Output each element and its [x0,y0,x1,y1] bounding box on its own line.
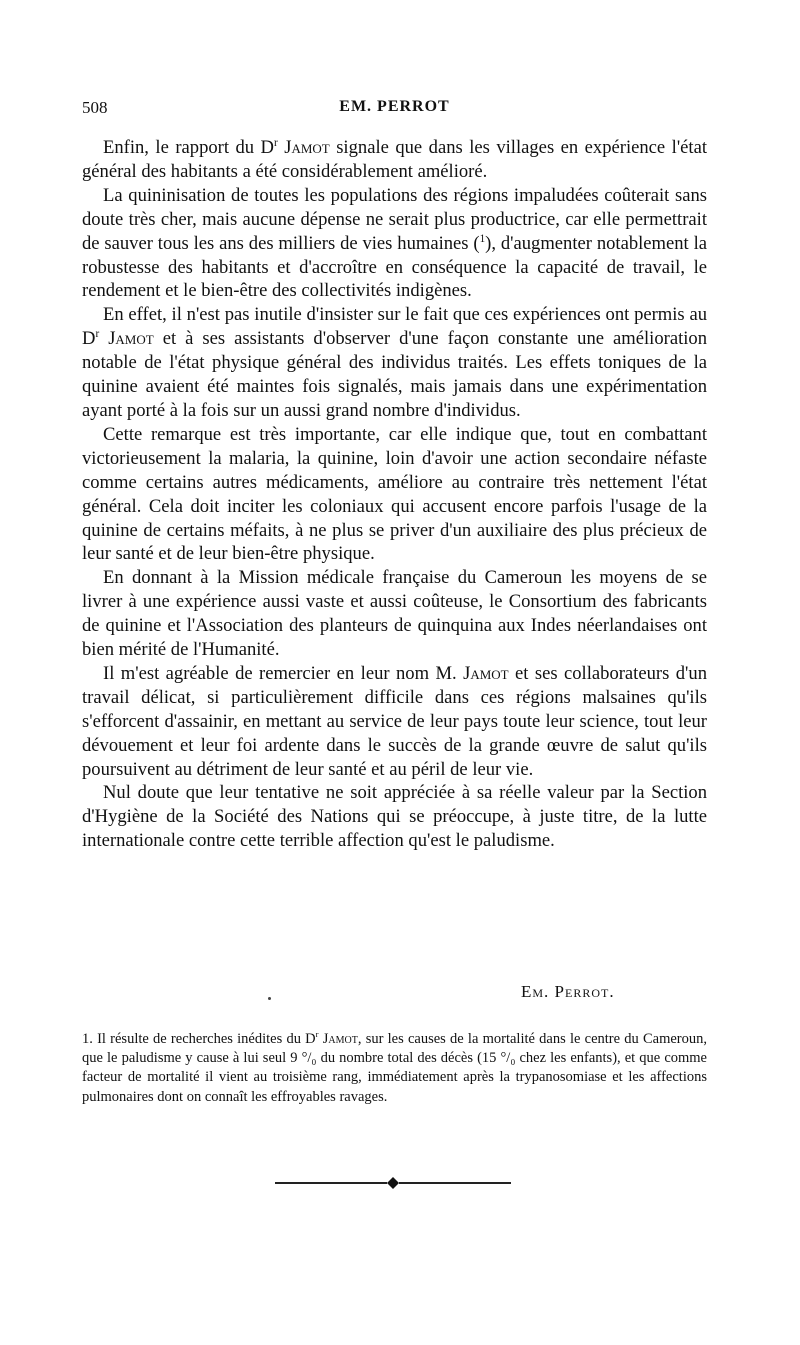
ornament-rule-left [275,1182,387,1184]
author-name: Jamot [108,328,154,350]
end-ornament [275,1176,511,1190]
paragraph-3: En effet, il n'est pas inutile d'insister sur le fait que ces expériences ont permis au $D^r$ Jamot et à ses assistants d'observer d'une façon constante une amélioration notable de l'état physique général des individus traités. Les effets toniques de la quinine avaient été maintes fois signalés, mais jamais dans une expérimentation ayant porté à la fois sur un aussi grand nombre d'individus. [82,304,707,421]
paragraph-6: Il m'est agréable de remercier en leur nom M. Jamot et ses collaborateurs d'un travail délicat, si particulièrement difficile dans ces régions malsaines qu'ils s'efforcent d'assainir, en mettant au service de leur pays toute leur science, tout leur dévouement et leur foi ardente dans le succès de la grande œuvre de salut qu'ils poursuivent au détriment de leur santé et au péril de leur vie. [82,662,707,780]
body-text [82,136,707,853]
page-header [82,98,707,122]
signature: Em. Perrot. [521,982,615,1001]
paragraph-4: Cette remarque est très importante, car elle indique que, tout en combattant victorieusement la malaria, la quinine, loin d'avoir une action secondaire néfaste comme certains autres médicaments, améliore au contraire très nettement l'état général. Cela doit inciter les coloniaux qui accusent encore parfois l'usage de la quinine de certains méfaits, à ne plus se priver d'un auxiliaire des plus précieux de leur santé et de leur bien-être physique. [82,423,707,565]
paragraph-7: Nul doute que leur tentative ne soit appréciée à sa réelle valeur par la Section d'Hygiène de la Société des Nations qui se préoccupe, à juste titre, de la lutte internationale contre cette terrible affection qu'est le paludisme. [82,782,707,852]
footnote-reference: 1 [479,232,486,245]
diamond-ornament-icon [387,1177,399,1189]
author-name: Jamot [322,1031,358,1047]
footnote-number: 1. [82,1031,93,1047]
print-speck [268,997,271,1000]
page-number: 508 [82,98,108,117]
paragraph-2: La quininisation de toutes les populations des régions impaludées coûterait sans doute très cher, mais aucune dépense ne serait plus productrice, car elle permettrait de sauver tous les ans des milliers de vies humaines ($^1$), d'augmenter notablement la robustesse des habitants et d'accroître en conséquence la capacité de travail, le rendement et le bien-être des collectivités indigènes. [82,184,707,302]
ornament-rule-right [399,1182,511,1184]
running-head: EM. PERROT [339,98,450,115]
paragraph-1: Enfin, le rapport du $D^r$ Jamot signale que dans les villages en expérience l'état général des habitants a été considérablement amélioré. [82,136,708,182]
author-name: Jamot [463,662,509,684]
paragraph-5: En donnant à la Mission médicale française du Cameroun les moyens de se livrer à une expérience aussi vaste et aussi coûteuse, le Consortium des fabricants de quinine et l'Association des planteurs de quinquina aux Indes néerlandaises ont bien mérité de l'Humanité. [82,567,707,661]
author-name: Jamot [284,137,330,158]
footnote: 1. Il résulte de recherches inédites du $D^r$ Jamot, sur les causes de la mortalité dans le centre du Cameroun, que le paludisme y cause à lui seul 9 °/₀ du nombre total des décès (15 °/₀ chez les enfants), et que comme facteur de mortalité il vient au troisième rang, immédiatement après la trypanosomiase et les affections pulmonaires dont on connaît les effroyables ravages. [82,1029,708,1105]
